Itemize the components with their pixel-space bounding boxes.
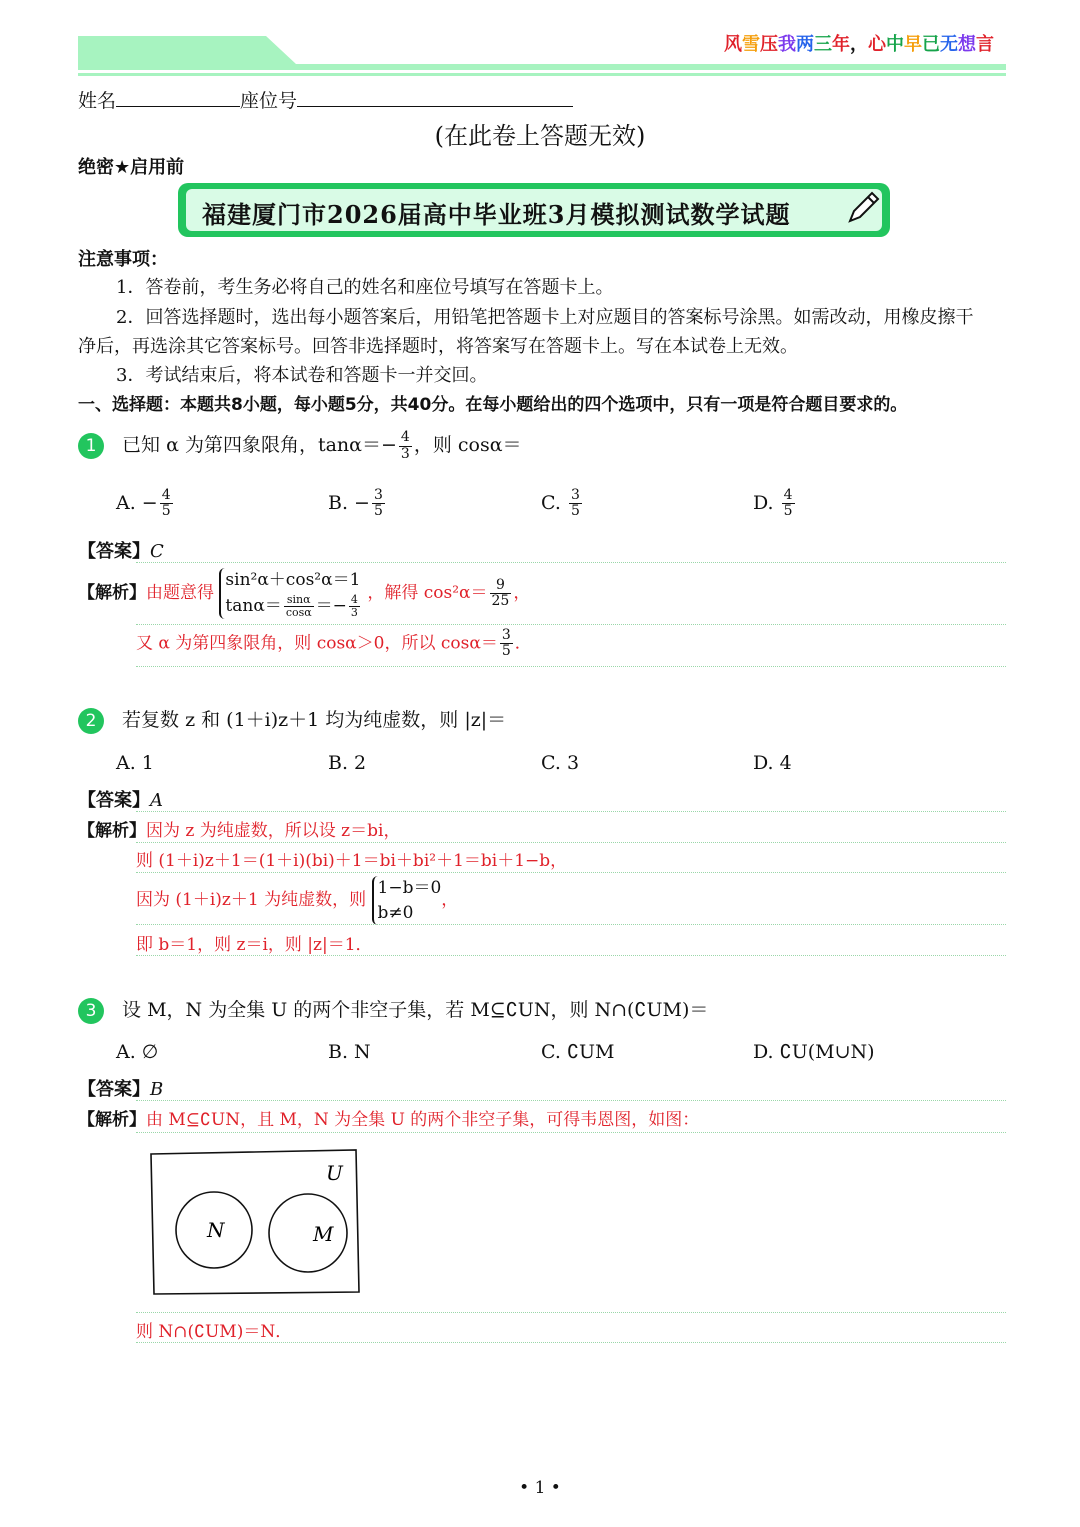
option-c[interactable]: C. ∁UM — [541, 1041, 615, 1063]
divider — [136, 1342, 1006, 1343]
slogan-char: 雪 — [742, 34, 760, 55]
option-a[interactable]: A. ∅ — [116, 1041, 159, 1063]
slogan-char: 心 — [868, 34, 886, 55]
name-label: 姓名 — [78, 90, 117, 112]
answer-value: A — [150, 790, 163, 811]
seat-blank[interactable] — [297, 88, 573, 107]
secret-label: 绝密★启用前 — [78, 157, 185, 178]
slogan-char: 想 — [958, 34, 976, 55]
seat-label: 座位号 — [240, 90, 298, 112]
divider — [136, 624, 1006, 625]
answer-line: 【答案】A — [78, 790, 163, 811]
option-c[interactable]: C. $\frac{3}{5}$ — [541, 487, 580, 520]
slogan-char: 压 — [760, 34, 778, 55]
option-d[interactable]: D. 4 — [753, 752, 792, 774]
answer-value: B — [150, 1079, 164, 1100]
note-item: 净后，再选涂其它答案标号。回答非选择题时，将答案写在答题卡上。写在本试卷上无效。 — [78, 336, 798, 357]
set-m-circle — [269, 1194, 347, 1272]
divider — [136, 924, 1006, 925]
label-n: N — [207, 1218, 225, 1242]
option-b[interactable]: B. N — [328, 1041, 371, 1063]
invalid-note: (在此卷上答题无效) — [434, 122, 646, 150]
header-slogan — [724, 30, 994, 56]
option-c[interactable]: C. 3 — [541, 752, 580, 774]
notes-heading: 注意事项： — [78, 249, 168, 270]
slogan-char: 早 — [904, 34, 922, 55]
section-heading: 一、选择题：本题共8小题，每小题5分，共40分。在每小题给出的四个选项中，只有一项是符合题目要求的。 — [78, 395, 908, 415]
divider — [136, 842, 1006, 843]
note-item: 3．考试结束后，将本试卷和答题卡一并交回。 — [116, 365, 488, 386]
slogan-char: 风 — [724, 34, 742, 55]
slogan-char: 已 — [922, 34, 940, 55]
venn-diagram — [148, 1148, 368, 1298]
analysis-line: 【解析】由 M⊆∁UN，且 M，N 为全集 U 的两个非空子集，可得韦恩图，如图： — [78, 1110, 700, 1130]
slogan-char: 无 — [940, 34, 958, 55]
pencil-icon — [844, 187, 884, 227]
divider — [136, 1312, 1006, 1313]
option-b[interactable]: B. 2 — [328, 752, 367, 774]
answer-value: C — [150, 541, 164, 562]
slogan-char: 言 — [976, 34, 994, 55]
slogan-char: ， — [850, 34, 868, 55]
analysis-block: 【解析】由题意得 sin²α＋cos²α＝1 tanα＝ $\frac{\sin\alpha}{\cos\alpha}$ ＝− $\frac{4}{3}$ ，解得 cos²α＝ $\frac{9}{25}$ ， — [78, 570, 531, 619]
question-2: 2 若复数 z 和 (1＋i)z＋1 均为纯虚数，则 |z|＝ — [78, 705, 506, 734]
page-number: • 1 • — [519, 1478, 561, 1498]
slogan-char: 我 — [778, 34, 796, 55]
analysis-line: 即 b＝1，则 z＝i，则 |z|＝1． — [136, 935, 373, 955]
q3-stem: 设 M，N 为全集 U 的两个非空子集，若 M⊆∁UN，则 N∩(∁UM)＝ — [122, 999, 709, 1021]
q1-stem-fraction: $\frac{4}{3}$ — [400, 429, 410, 462]
analysis-line: 因为 (1＋i)z＋1 为纯虚数，则 1−b＝0 b≠0 ， — [136, 876, 458, 925]
question-number: 1 — [78, 433, 104, 459]
divider — [136, 666, 1006, 667]
option-b[interactable]: B. − $\frac{3}{5}$ — [328, 487, 383, 520]
name-blank[interactable] — [116, 88, 240, 107]
option-a[interactable]: A. − $\frac{4}{5}$ — [116, 487, 171, 520]
slogan-char: 年 — [832, 34, 850, 55]
slogan-char: 中 — [886, 34, 904, 55]
divider — [136, 955, 1006, 956]
divider — [136, 872, 1006, 873]
student-info — [78, 86, 573, 113]
q2-stem: 若复数 z 和 (1＋i)z＋1 均为纯虚数，则 |z|＝ — [122, 709, 507, 731]
option-a[interactable]: A. 1 — [116, 752, 154, 774]
answer-line: 【答案】B — [78, 1079, 164, 1100]
divider — [136, 1100, 1006, 1101]
question-1 — [78, 430, 522, 462]
option-d[interactable]: D. $\frac{4}{5}$ — [753, 487, 793, 520]
q1-stem-end: ，则 cosα＝ — [413, 434, 522, 456]
slogan-char: 两 — [796, 34, 814, 55]
slogan-char: 三 — [814, 34, 832, 55]
divider — [136, 811, 1006, 812]
option-d[interactable]: D. ∁U(M∪N) — [753, 1041, 875, 1063]
note-item: 1．答卷前，考生务必将自己的姓名和座位号填写在答题卡上。 — [116, 277, 614, 298]
analysis-line: 又 α 为第四象限角，则 cosα＞0，所以 cosα＝ $\frac{3}{5}$ ． — [136, 627, 532, 660]
title-banner — [178, 183, 890, 237]
answer-line: 【答案】C — [78, 541, 164, 562]
label-m: M — [313, 1222, 334, 1246]
analysis-line: 则 N∩(∁UM)＝N． — [136, 1322, 293, 1342]
question-3: 3 设 M，N 为全集 U 的两个非空子集，若 M⊆∁UN，则 N∩(∁UM)＝ — [78, 995, 708, 1024]
page-title: 福建厦门市2026届高中毕业班3月模拟测试数学试题 — [202, 200, 791, 229]
analysis-line: 【解析】因为 z 为纯虚数，所以设 z＝bi， — [78, 821, 401, 841]
label-u: U — [326, 1161, 343, 1185]
divider — [136, 562, 1006, 563]
note-item: 2．回答选择题时，选出每小题答案后，用铅笔把答题卡上对应题目的答案标号涂黑。如需改动，用橡皮擦干 — [116, 307, 974, 328]
analysis-line: 则 (1＋i)z＋1＝(1＋i)(bi)＋1＝bi＋bi²＋1＝bi＋1−b， — [136, 851, 568, 871]
q1-stem: 已知 α 为第四象限角，tanα＝− — [122, 434, 397, 456]
divider — [136, 1132, 1006, 1133]
